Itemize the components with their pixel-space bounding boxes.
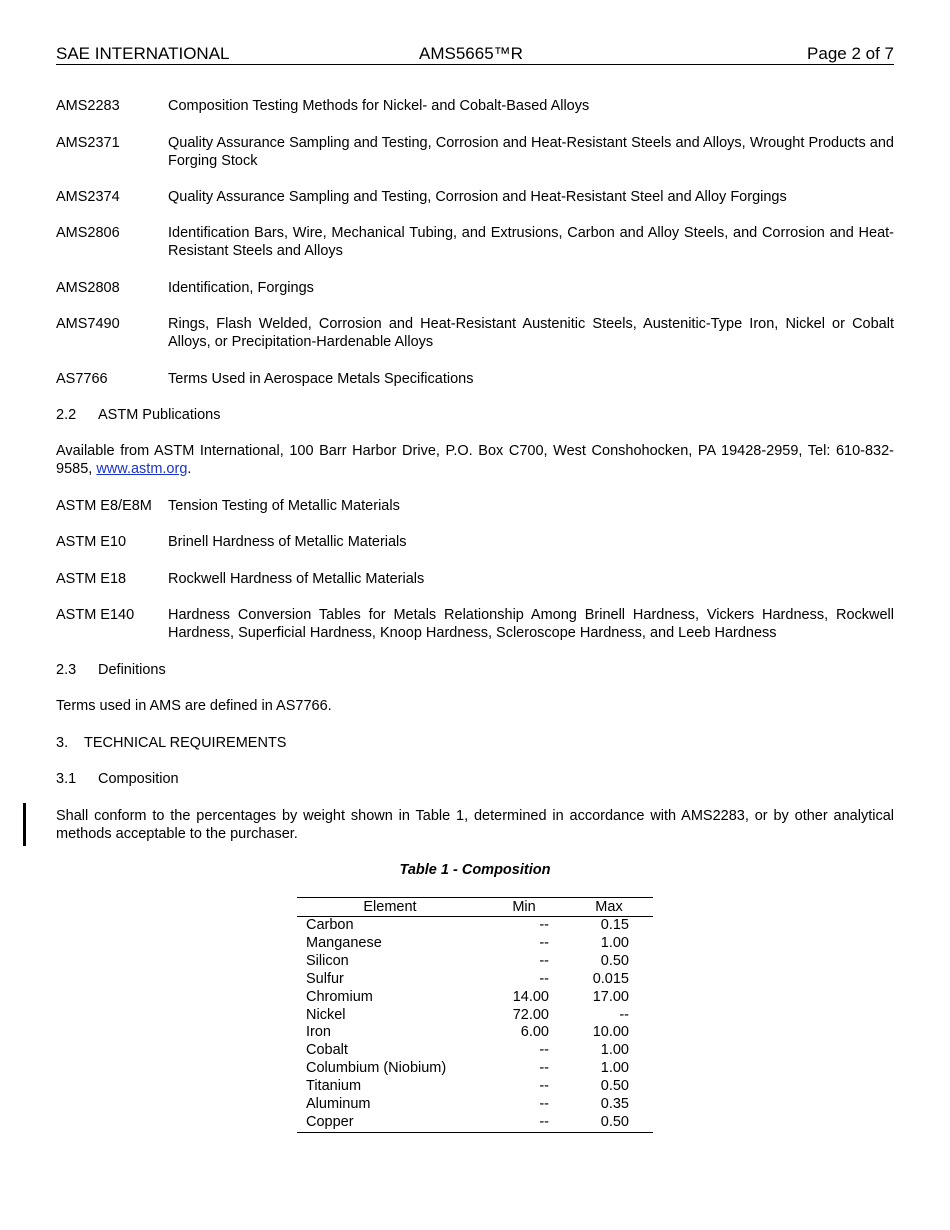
reference-item: [56, 533, 894, 551]
section-title: Composition: [98, 771, 179, 787]
reference-item: [56, 134, 894, 170]
table-row: [297, 935, 653, 953]
min-cell: --: [539, 970, 549, 987]
min-cell: --: [539, 934, 549, 951]
max-cell: 0.50: [600, 1078, 629, 1095]
table-header-row: [297, 898, 653, 917]
table-row: [297, 1024, 653, 1042]
table-row: [297, 917, 653, 935]
table-title: Table 1 - Composition: [399, 862, 551, 878]
section-number: 2.3: [56, 662, 77, 678]
reference-code: AMS2371: [56, 135, 120, 151]
max-cell: 0.50: [600, 952, 629, 969]
availability-text: Available from ASTM International, 100 Barr Harbor Drive, P.O. Box C700, West Conshohocken, PA 19428-2959, Tel: 610-832-9585,: [56, 443, 894, 477]
reference-title: Brinell Hardness of Metallic Materials: [168, 534, 407, 550]
section-heading-3-1: [56, 770, 179, 788]
reference-title: Quality Assurance Sampling and Testing, Corrosion and Heat-Resistant Steel and Alloy Forgings: [168, 189, 787, 205]
element-cell: Iron: [306, 1024, 331, 1041]
page-header: [56, 44, 894, 65]
document-number: AMS5665™R: [419, 44, 523, 63]
min-cell: --: [539, 1078, 549, 1095]
max-cell: --: [619, 1006, 629, 1023]
reference-title: Tension Testing of Metallic Materials: [168, 498, 400, 514]
reference-code: ASTM E8/E8M: [56, 498, 152, 514]
element-cell: Cobalt: [306, 1042, 348, 1059]
max-cell: 10.00: [592, 1024, 629, 1041]
max-cell: 1.00: [600, 934, 629, 951]
page-number: Page 2 of 7: [807, 44, 894, 63]
reference-item: [56, 570, 894, 588]
section-heading-2-2: [56, 406, 221, 424]
table-row: [297, 1007, 653, 1025]
composition-table: [297, 897, 653, 1133]
element-cell: Copper: [297, 1114, 483, 1132]
reference-code: AMS2806: [56, 225, 120, 241]
max-cell: 0.35: [600, 1096, 629, 1113]
min-cell: 14.00: [512, 988, 549, 1005]
reference-code: AMS2283: [56, 98, 120, 114]
reference-title: Rings, Flash Welded, Corrosion and Heat-Resistant Austenitic Steels, Austenitic-Type Iron, Nickel or Cobalt Alloys, or Precipitation-Hardenable Alloys: [168, 316, 894, 350]
min-cell: --: [483, 1114, 565, 1132]
header-min: Min: [483, 898, 565, 917]
max-cell: 0.015: [592, 970, 629, 987]
table-row: [297, 1042, 653, 1060]
max-cell: 0.15: [600, 917, 629, 933]
element-cell: Carbon: [306, 917, 354, 933]
min-cell: --: [539, 1060, 549, 1077]
reference-title: Identification Bars, Wire, Mechanical Tubing, and Extrusions, Carbon and Alloy Steels, and Corrosion and Heat-Resistant Steels and Alloys: [168, 225, 894, 259]
element-cell: Silicon: [306, 952, 349, 969]
reference-item: [56, 370, 894, 388]
table-row: [297, 989, 653, 1007]
table-row: [297, 971, 653, 989]
section-title: Definitions: [98, 662, 166, 678]
reference-title: Terms Used in Aerospace Metals Specifications: [168, 371, 474, 387]
section-number: 2.2: [56, 407, 77, 423]
section-number: 3.: [56, 735, 69, 751]
max-cell: 0.50: [565, 1114, 653, 1132]
element-cell: Aluminum: [306, 1096, 371, 1113]
section-heading-3: [56, 734, 286, 752]
table-row: [297, 1060, 653, 1078]
table-row: [297, 1096, 653, 1114]
element-cell: Titanium: [306, 1078, 362, 1095]
reference-item: [56, 188, 894, 206]
reference-code: AS7766: [56, 371, 108, 387]
publisher-name: SAE INTERNATIONAL: [56, 44, 230, 63]
reference-title: Composition Testing Methods for Nickel- and Cobalt-Based Alloys: [168, 98, 590, 114]
section-title: TECHNICAL REQUIREMENTS: [84, 735, 287, 751]
reference-item: [56, 224, 894, 260]
max-cell: 1.00: [600, 1042, 629, 1059]
reference-item: [56, 497, 894, 515]
element-cell: Sulfur: [306, 970, 344, 987]
min-cell: --: [539, 917, 549, 933]
element-cell: Manganese: [306, 934, 382, 951]
reference-code: AMS2374: [56, 189, 120, 205]
max-cell: 1.00: [600, 1060, 629, 1077]
availability-period: .: [187, 461, 192, 477]
reference-title: Hardness Conversion Tables for Metals Relationship Among Brinell Hardness, Vickers Hardness, Rockwell Hardness, Superficial Hardness, Knoop Hardness, Scleroscope Hardness, and Leeb Hardness: [168, 607, 894, 641]
element-cell: Chromium: [306, 988, 373, 1005]
reference-code: ASTM E18: [56, 571, 127, 587]
reference-code: ASTM E140: [56, 607, 135, 623]
reference-code: AMS7490: [56, 316, 120, 332]
min-cell: --: [539, 1042, 549, 1059]
revision-change-bar: [23, 803, 26, 846]
min-cell: 6.00: [520, 1024, 549, 1041]
reference-item: [56, 279, 894, 297]
reference-item: [56, 97, 894, 115]
table-row: [297, 1078, 653, 1096]
section-number: 3.1: [56, 771, 77, 787]
min-cell: 72.00: [512, 1006, 549, 1023]
reference-code: AMS2808: [56, 280, 120, 296]
reference-title: Identification, Forgings: [168, 280, 314, 296]
element-cell: Columbium (Niobium): [306, 1060, 447, 1077]
max-cell: 17.00: [592, 988, 629, 1005]
section-heading-2-3: [56, 661, 166, 679]
astm-availability-paragraph: [56, 442, 894, 478]
reference-item: [56, 315, 894, 351]
min-cell: --: [539, 1096, 549, 1113]
table-row: [297, 953, 653, 971]
section-title: ASTM Publications: [98, 407, 221, 423]
composition-paragraph: Shall conform to the percentages by weight shown in Table 1, determined in accordance with AMS2283, or by other analytical methods acceptable to the purchaser.: [56, 808, 894, 842]
min-cell: --: [539, 952, 549, 969]
element-cell: Nickel: [306, 1006, 346, 1023]
reference-code: ASTM E10: [56, 534, 127, 550]
reference-item: [56, 606, 894, 642]
header-element: Element: [297, 898, 483, 917]
header-max: Max: [565, 898, 653, 917]
definitions-paragraph: Terms used in AMS are defined in AS7766.: [56, 698, 332, 714]
astm-website-link[interactable]: www.astm.org: [96, 461, 188, 477]
reference-title: Rockwell Hardness of Metallic Materials: [168, 571, 425, 587]
table-row: [297, 1114, 653, 1132]
reference-title: Quality Assurance Sampling and Testing, Corrosion and Heat-Resistant Steels and Alloys, Wrought Products and Forging Stock: [168, 135, 894, 169]
